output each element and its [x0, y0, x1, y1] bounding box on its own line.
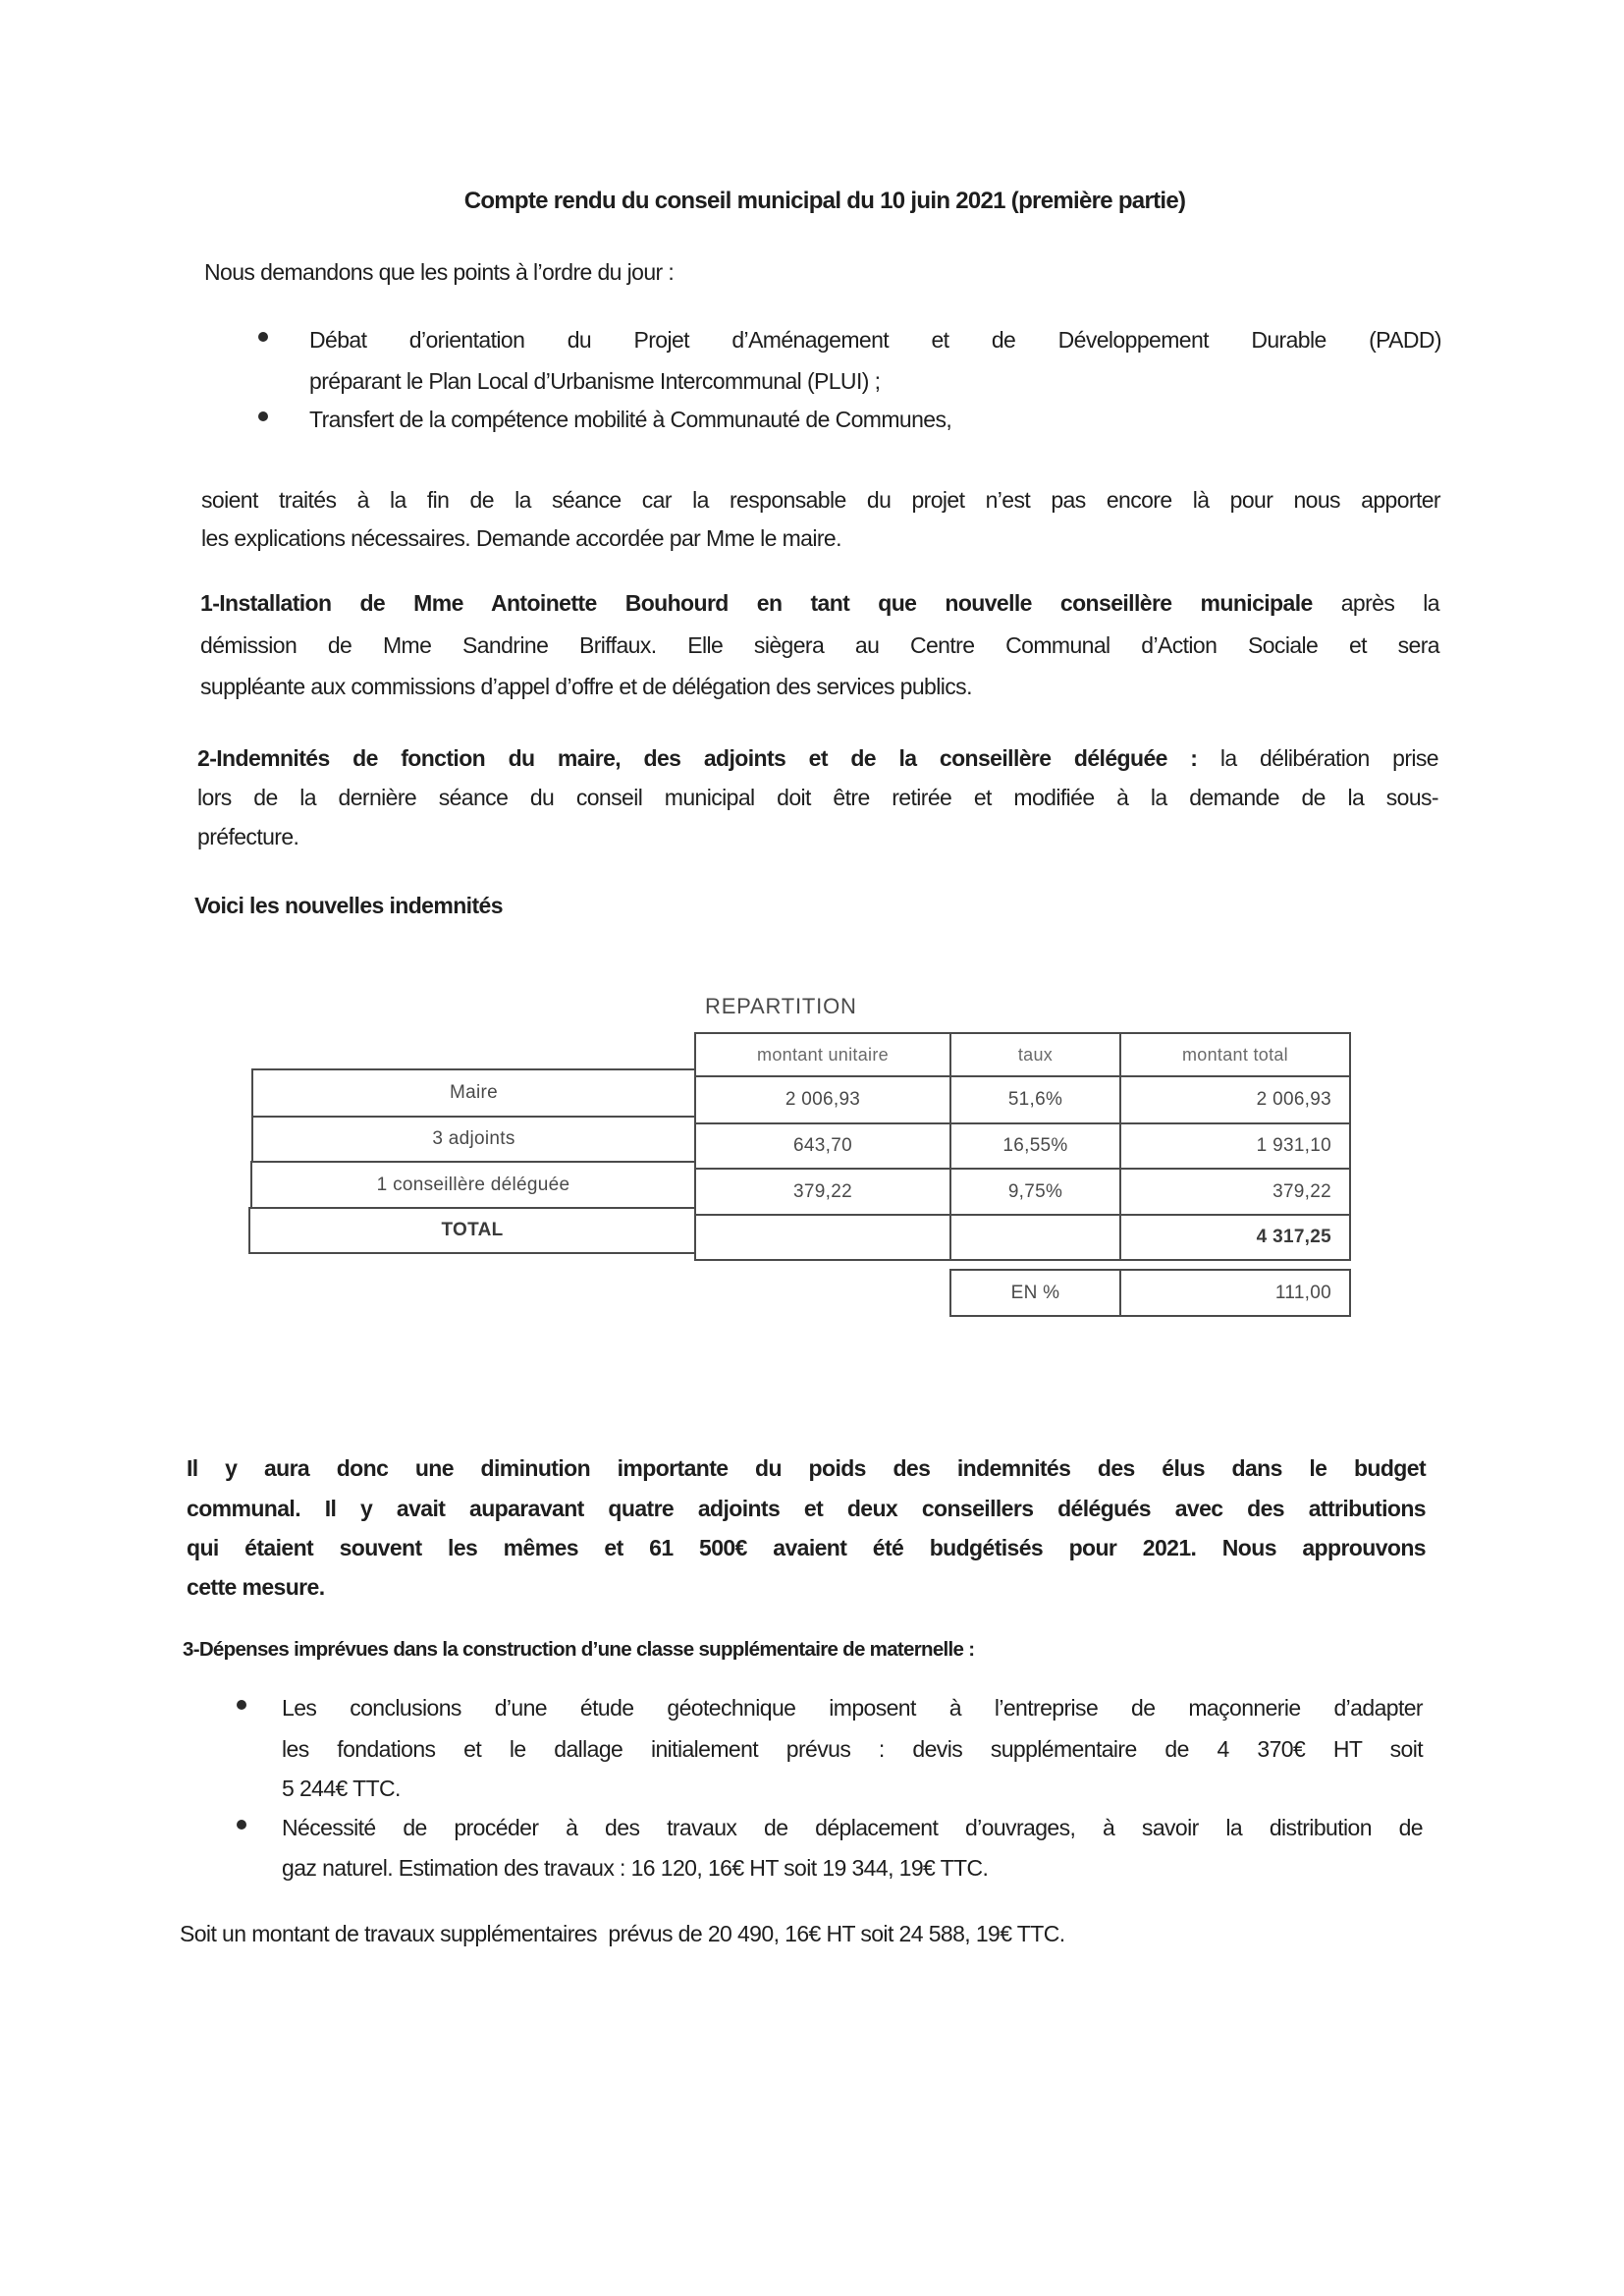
section-1-line-3: suppléante aux commissions d’appel d’offre et de délégation des services publics.	[200, 674, 972, 699]
table-cell-rate: 9,75%	[949, 1168, 1121, 1216]
table-header-unit: montant unitaire	[694, 1032, 951, 1077]
table-cell-unit: 2 006,93	[694, 1075, 951, 1124]
section-2-line-1	[197, 743, 1438, 773]
conclusion-line-1: Il y aura donc une diminution importante du poids des indemnités des élus dans le budget	[187, 1455, 1426, 1481]
table-cell-grand-total: 4 317,25	[1119, 1214, 1351, 1261]
section-1-line-1	[200, 588, 1439, 618]
intro-follow-line-1: soient traités à la fin de la séance car la responsable du projet n’est pas encore là pour nous apporter	[201, 487, 1440, 513]
table-footer-value: 111,00	[1119, 1269, 1351, 1317]
table-header-total: montant total	[1119, 1032, 1351, 1077]
section-1-heading: 1-Installation de Mme Antoinette Bouhourd en tant que nouvelle conseillère municipale	[200, 590, 1313, 616]
section-3-bullet-1-line-3: 5 244€ TTC.	[282, 1776, 401, 1801]
page-title: Compte rendu du conseil municipal du 10 juin 2021 (première partie)	[463, 188, 1186, 214]
table-intro: Voici les nouvelles indemnités	[194, 893, 503, 918]
conclusion-line-4: cette mesure.	[187, 1574, 325, 1600]
bullet-icon	[237, 1820, 246, 1830]
table-cell-rate: 51,6%	[949, 1075, 1121, 1124]
table-cell-unit	[694, 1214, 951, 1261]
table-cell-label: 1 conseillère déléguée	[250, 1161, 696, 1209]
table-cell-label: Maire	[251, 1068, 696, 1118]
table-caption: REPARTITION	[705, 994, 857, 1018]
table-cell-unit: 643,70	[694, 1122, 951, 1170]
section-3-bullet-1-line-2: les fondations et le dallage initialement prévus : devis supplémentaire de 4 370€ HT soit	[282, 1736, 1423, 1762]
section-3-bullet-1-line-1: Les conclusions d’une étude géotechnique imposent à l’entreprise de maçonnerie d’adapter	[282, 1695, 1423, 1721]
section-3-bullet-2-line-2: gaz naturel. Estimation des travaux : 16 120, 16€ HT soit 19 344, 19€ TTC.	[282, 1855, 989, 1881]
table-cell-total: 379,22	[1119, 1168, 1351, 1216]
intro-bullet-2-line-1: Transfert de la compétence mobilité à Communauté de Communes,	[309, 407, 952, 432]
section-2-heading: 2-Indemnités de fonction du maire, des adjoints et de la conseillère déléguée :	[197, 745, 1198, 771]
table-cell-label-total: TOTAL	[248, 1207, 696, 1254]
section-3-summary: Soit un montant de travaux supplémentaires prévus de 20 490, 16€ HT soit 24 588, 19€ TTC.	[180, 1921, 1065, 1946]
intro-follow-line-2: les explications nécessaires. Demande accordée par Mme le maire.	[201, 525, 841, 551]
bullet-icon	[258, 332, 268, 342]
section-3-bullet-2-line-1: Nécessité de procéder à des travaux de déplacement d’ouvrages, à savoir la distribution de	[282, 1815, 1423, 1840]
intro-lead: Nous demandons que les points à l’ordre du jour :	[204, 259, 675, 285]
section-2-line-1-rest: la délibération prise	[1219, 745, 1438, 771]
intro-bullet-1-line-2: préparant le Plan Local d’Urbanisme Intercommunal (PLUI) ;	[309, 368, 881, 394]
table-header-rate: taux	[949, 1032, 1121, 1077]
table-cell-unit: 379,22	[694, 1168, 951, 1216]
table-cell-label: 3 adjoints	[251, 1116, 696, 1163]
bullet-icon	[237, 1700, 246, 1710]
table-cell-rate: 16,55%	[949, 1122, 1121, 1170]
intro-bullet-1-line-1: Débat d’orientation du Projet d’Aménagement et de Développement Durable (PADD)	[309, 327, 1441, 353]
conclusion-line-3: qui étaient souvent les mêmes et 61 500€ avaient été budgétisés pour 2021. Nous approuvons	[187, 1535, 1426, 1560]
section-3-heading: 3-Dépenses imprévues dans la construction d’une classe supplémentaire de maternelle :	[183, 1638, 975, 1661]
conclusion-line-2: communal. Il y avait auparavant quatre adjoints et deux conseillers délégués avec des attributions	[187, 1496, 1426, 1521]
section-1-line-2: démission de Mme Sandrine Briffaux. Elle siègera au Centre Communal d’Action Sociale et sera	[200, 632, 1439, 658]
bullet-icon	[258, 411, 268, 421]
section-2-line-2: lors de la dernière séance du conseil municipal doit être retirée et modifiée à la demande de la sous-	[197, 785, 1438, 810]
table-footer-label: EN %	[949, 1269, 1121, 1317]
section-1-line-1-rest: après la	[1340, 590, 1439, 616]
table-cell-rate	[949, 1214, 1121, 1261]
section-2-line-3: préfecture.	[197, 824, 299, 849]
table-cell-total: 2 006,93	[1119, 1075, 1351, 1124]
table-cell-total: 1 931,10	[1119, 1122, 1351, 1170]
